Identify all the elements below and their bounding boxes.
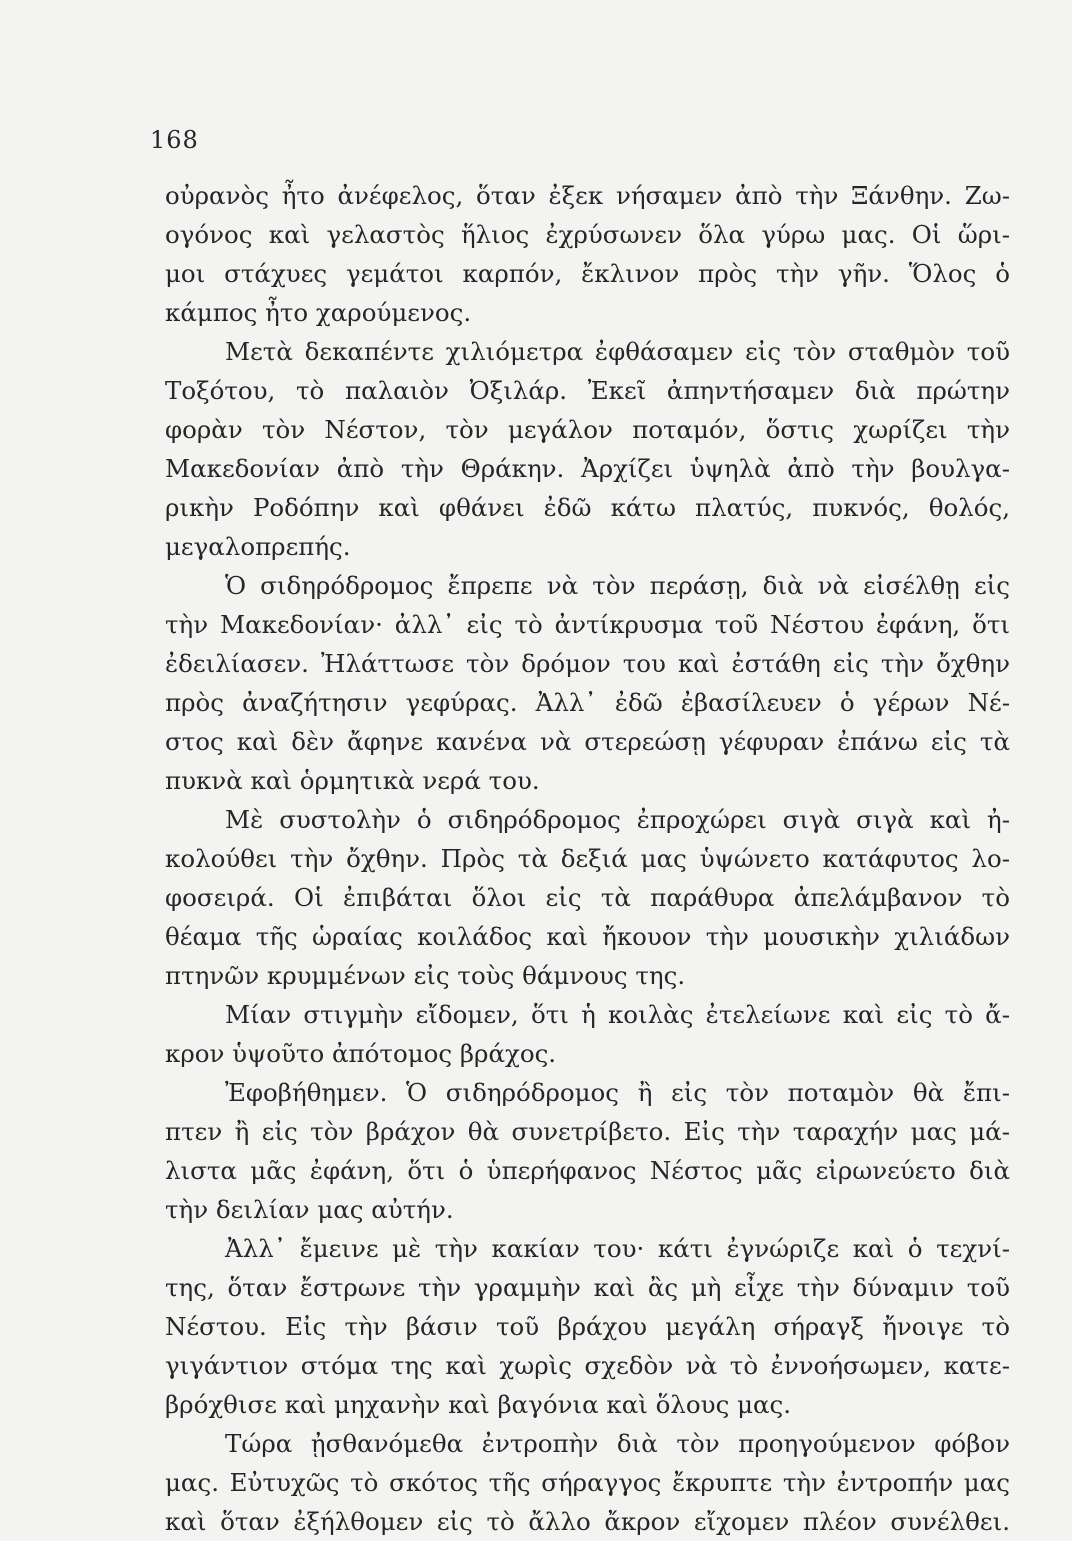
- text-line: γιγάντιον στόμα της καὶ χωρὶς σχεδὸν νὰ τὸ ἐννοήσωμεν, κατε-: [165, 1351, 1010, 1380]
- text-line: τὴν δειλίαν μας αὐτήν.: [165, 1195, 454, 1224]
- text-line: Ἀλλ᾽ ἔμεινε μὲ τὴν κακίαν του· κάτι ἐγνώριζε καὶ ὁ τεχνί-: [225, 1234, 1010, 1263]
- text-line: Μὲ συστολὴν ὁ σιδηρόδρομος ἐπροχώρει σιγὰ σιγὰ καὶ ἠ-: [225, 805, 1010, 834]
- text-line: βρόχθισε καὶ μηχανὴν καὶ βαγόνια καὶ ὅλους μας.: [165, 1390, 792, 1419]
- body-text: [165, 176, 1010, 1541]
- text-line: κρον ὑψοῦτο ἀπότομος βράχος.: [165, 1039, 557, 1068]
- text-line: κάμπος ἦτο χαρούμενος.: [165, 298, 472, 327]
- text-line: μας. Εὐτυχῶς τὸ σκότος τῆς σήραγγος ἔκρυπτε τὴν ἐντροπήν μας: [165, 1468, 1010, 1497]
- text-line: Τοξότου, τὸ παλαιὸν Ὀξιλάρ. Ἐκεῖ ἀπηντήσαμεν διὰ πρώτην: [165, 376, 1010, 405]
- text-line: μοι στάχυες γεμάτοι καρπόν, ἔκλινον πρὸς τὴν γῆν. Ὅλος ὁ: [165, 259, 1010, 288]
- text-line: Μακεδονίαν ἀπὸ τὴν Θράκην. Ἀρχίζει ὑψηλὰ ἀπὸ τὴν βουλγα-: [165, 454, 1010, 483]
- text-line: φορὰν τὸν Νέστον, τὸν μεγάλον ποταμόν, ὅστις χωρίζει τὴν: [165, 415, 1010, 444]
- text-line: πυκνὰ καὶ ὁρμητικὰ νερά του.: [165, 766, 540, 795]
- text-line: πτεν ἢ εἰς τὸν βράχον θὰ συνετρίβετο. Εἰς τὴν ταραχήν μας μά-: [165, 1117, 1010, 1146]
- text-line: Μίαν στιγμὴν εἴδομεν, ὅτι ἡ κοιλὰς ἐτελείωνε καὶ εἰς τὸ ἄ-: [225, 1000, 1010, 1029]
- text-line: πτηνῶν κρυμμένων εἰς τοὺς θάμνους της.: [165, 961, 686, 990]
- text-line: Ὁ σιδηρόδρομος ἔπρεπε νὰ τὸν περάσῃ, διὰ νὰ εἰσέλθῃ εἰς: [225, 571, 1010, 600]
- text-line: Μετὰ δεκαπέντε χιλιόμετρα ἐφθάσαμεν εἰς τὸν σταθμὸν τοῦ: [225, 337, 1010, 366]
- text-line: οὐρανὸς ἦτο ἀνέφελος, ὅταν ἐξεκ νήσαμεν ἀπὸ τὴν Ξάνθην. Ζω-: [165, 181, 1010, 210]
- text-line: Νέστου. Εἰς τὴν βάσιν τοῦ βράχου μεγάλη σήραγξ ἤνοιγε τὸ: [165, 1312, 1010, 1341]
- text-line: της, ὅταν ἔστρωνε τὴν γραμμὴν καὶ ἂς μὴ εἶχε τὴν δύναμιν τοῦ: [165, 1273, 1010, 1302]
- text-line: Ἐφοβήθημεν. Ὁ σιδηρόδρομος ἢ εἰς τὸν ποταμὸν θὰ ἔπι-: [225, 1078, 1010, 1107]
- text-line: ρικὴν Ροδόπην καὶ φθάνει ἐδῶ κάτω πλατύς, πυκνός, θολός,: [165, 493, 1010, 522]
- text-line: λιστα μᾶς ἐφάνη, ὅτι ὁ ὑπερήφανος Νέστος μᾶς εἰρωνεύετο διὰ: [165, 1156, 1010, 1185]
- text-line: καὶ ὅταν ἐξήλθομεν εἰς τὸ ἄλλο ἄκρον εἴχομεν πλέον συνέλθει.: [165, 1507, 1010, 1536]
- text-line: κολούθει τὴν ὄχθην. Πρὸς τὰ δεξιά μας ὑψώνετο κατάφυτος λο-: [165, 844, 1010, 873]
- text-line: μεγαλοπρεπής.: [165, 532, 351, 561]
- text-line: πρὸς ἀναζήτησιν γεφύρας. Ἀλλ᾽ ἐδῶ ἐβασίλευεν ὁ γέρων Νέ-: [165, 688, 1010, 717]
- text-line: Τώρα ᾐσθανόμεθα ἐντροπὴν διὰ τὸν προηγούμενον φόβον: [225, 1429, 1010, 1458]
- text-line: ἐδειλίασεν. Ἠλάττωσε τὸν δρόμον του καὶ ἐστάθη εἰς τὴν ὄχθην: [165, 649, 1010, 678]
- text-line: τὴν Μακεδονίαν· ἀλλ᾽ εἰς τὸ ἀντίκρυσμα τοῦ Νέστου ἐφάνη, ὅτι: [165, 610, 1010, 639]
- text-line: στος καὶ δὲν ἄφηνε κανένα νὰ στερεώσῃ γέφυραν ἐπάνω εἰς τὰ: [165, 727, 1010, 756]
- page-number: 168: [150, 126, 199, 154]
- text-line: θέαμα τῆς ὡραίας κοιλάδος καὶ ἤκουον τὴν μουσικὴν χιλιάδων: [165, 922, 1010, 951]
- text-line: ογόνος καὶ γελαστὸς ἥλιος ἐχρύσωνεν ὅλα γύρω μας. Οἱ ὥρι-: [165, 220, 1010, 249]
- text-line: φοσειρά. Οἱ ἐπιβάται ὅλοι εἰς τὰ παράθυρα ἀπελάμβανον τὸ: [165, 883, 1010, 912]
